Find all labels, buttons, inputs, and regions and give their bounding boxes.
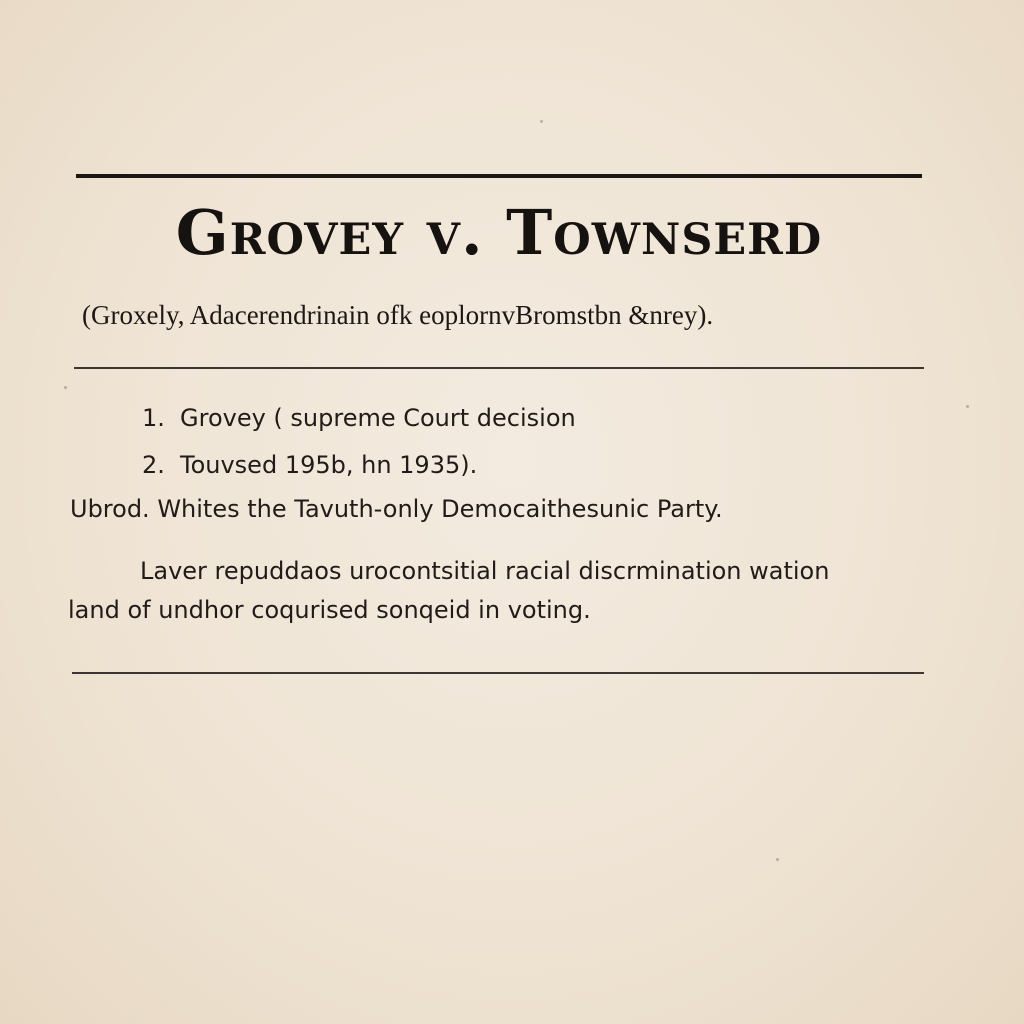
bottom-rule (72, 672, 924, 674)
paper-speck (966, 405, 969, 408)
list-item (142, 451, 477, 479)
document-subtitle: (Groxely, Adacerendrinain ofk eoplornvBromstbn &nrey). (82, 300, 714, 330)
list-item-number: 1. (142, 404, 165, 432)
paper-speck (64, 386, 67, 389)
paragraph-line: Laver repuddaos urocontsitial racial discrmination wation (140, 557, 830, 585)
list-item-text: Touvsed 195b, hn 1935). (180, 451, 478, 479)
paper-speck (540, 120, 543, 123)
top-rule (76, 174, 922, 178)
list-item-number: 2. (142, 451, 165, 479)
paper-speck (776, 858, 779, 861)
paragraph-line: land of undhor coqurised sonqeid in voting. (68, 596, 591, 624)
list-item (142, 404, 576, 432)
paragraph-line: Ubrod. Whites the Tavuth-only Democaithesunic Party. (70, 495, 723, 523)
document-title: Grovey v. Townserd (175, 196, 823, 269)
list-item-text: Grovey ( supreme Court decision (180, 404, 576, 432)
middle-rule (74, 367, 924, 369)
